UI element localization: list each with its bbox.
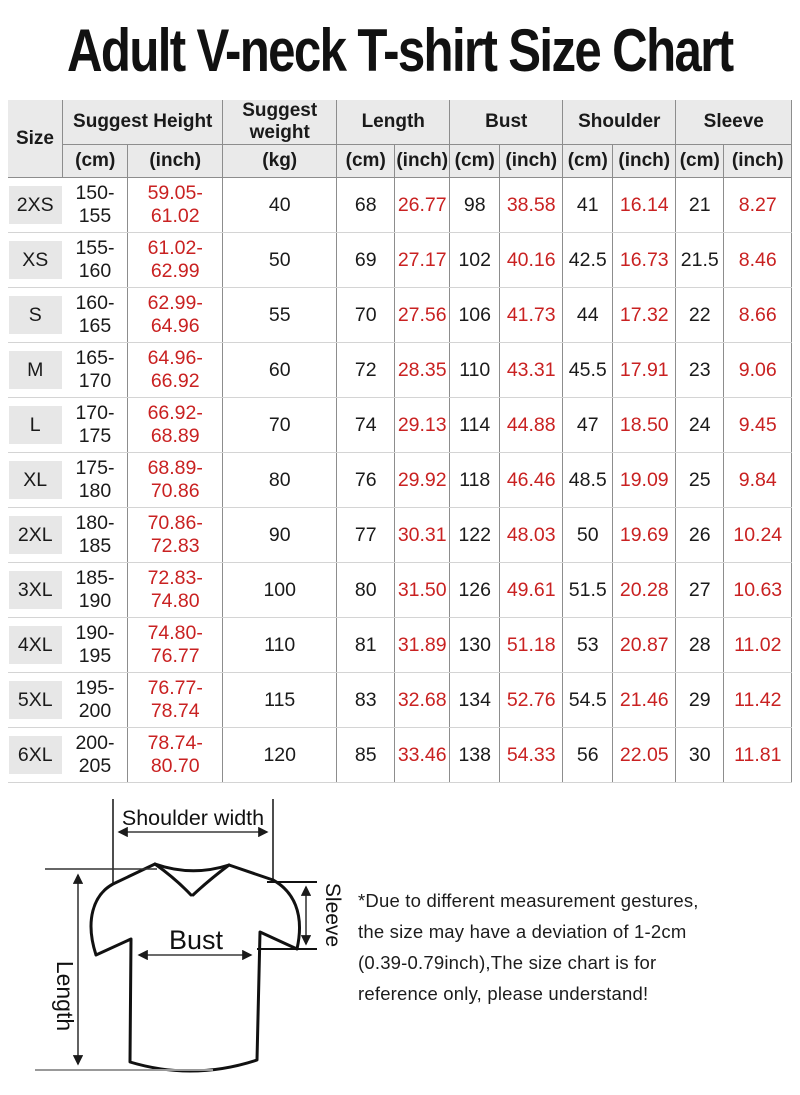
- size-label: XL: [9, 461, 62, 499]
- cell-length-cm: 74: [337, 398, 395, 453]
- cell-sleeve-inch: 8.46: [724, 233, 792, 288]
- cell-length-cm: 81: [337, 618, 395, 673]
- cell-shoulder-cm: 42.5: [563, 233, 613, 288]
- cell-sleeve-cm: 28: [676, 618, 724, 673]
- unit-bust-cm: (cm): [450, 145, 500, 178]
- page-title: Adult V-neck T-shirt Size Chart: [67, 16, 733, 84]
- cell-height-inch: 66.92-68.89: [128, 398, 223, 453]
- cell-length-inch: 27.17: [395, 233, 450, 288]
- note-line: *Due to different measurement gestures,: [358, 890, 699, 911]
- cell-length-inch: 29.13: [395, 398, 450, 453]
- cell-shoulder-cm: 44: [563, 288, 613, 343]
- cell-bust-cm: 110: [450, 343, 500, 398]
- cell-weight-kg: 115: [223, 673, 337, 728]
- cell-length-cm: 77: [337, 508, 395, 563]
- cell-sleeve-cm: 23: [676, 343, 724, 398]
- cell-sleeve-inch: 9.45: [724, 398, 792, 453]
- cell-shoulder-cm: 47: [563, 398, 613, 453]
- cell-sleeve-cm: 21: [676, 178, 724, 233]
- cell-bust-cm: 138: [450, 728, 500, 783]
- col-header-size: Size: [8, 100, 63, 178]
- cell-bust-inch: 41.73: [500, 288, 563, 343]
- cell-shoulder-inch: 21.46: [613, 673, 676, 728]
- cell-height-cm: 175-180: [63, 453, 128, 508]
- cell-bust-inch: 52.76: [500, 673, 563, 728]
- cell-weight-kg: 90: [223, 508, 337, 563]
- cell-sleeve-inch: 10.63: [724, 563, 792, 618]
- cell-size: [8, 453, 63, 508]
- col-header-length: Length: [337, 100, 450, 145]
- cell-bust-inch: 40.16: [500, 233, 563, 288]
- table-row: [8, 233, 792, 288]
- cell-length-cm: 85: [337, 728, 395, 783]
- cell-length-inch: 32.68: [395, 673, 450, 728]
- cell-sleeve-cm: 27: [676, 563, 724, 618]
- cell-sleeve-inch: 10.24: [724, 508, 792, 563]
- cell-shoulder-cm: 51.5: [563, 563, 613, 618]
- unit-height-inch: (inch): [128, 145, 223, 178]
- cell-shoulder-cm: 54.5: [563, 673, 613, 728]
- cell-height-inch: 74.80-76.77: [128, 618, 223, 673]
- cell-length-cm: 80: [337, 563, 395, 618]
- unit-shoulder-inch: (inch): [613, 145, 676, 178]
- length-label: Length: [52, 960, 78, 1032]
- cell-shoulder-cm: 45.5: [563, 343, 613, 398]
- note-line: the size may have a deviation of 1-2cm: [358, 921, 687, 942]
- cell-height-inch: 68.89-70.86: [128, 453, 223, 508]
- cell-shoulder-inch: 20.87: [613, 618, 676, 673]
- unit-length-cm: (cm): [337, 145, 395, 178]
- cell-size: [8, 618, 63, 673]
- cell-size: [8, 233, 63, 288]
- cell-shoulder-cm: 48.5: [563, 453, 613, 508]
- cell-length-inch: 31.50: [395, 563, 450, 618]
- cell-length-cm: 76: [337, 453, 395, 508]
- cell-bust-cm: 102: [450, 233, 500, 288]
- cell-sleeve-inch: 9.06: [724, 343, 792, 398]
- table-row: [8, 673, 792, 728]
- cell-bust-inch: 43.31: [500, 343, 563, 398]
- cell-bust-cm: 130: [450, 618, 500, 673]
- cell-shoulder-inch: 17.32: [613, 288, 676, 343]
- cell-weight-kg: 100: [223, 563, 337, 618]
- cell-shoulder-inch: 18.50: [613, 398, 676, 453]
- unit-bust-inch: (inch): [500, 145, 563, 178]
- cell-size: [8, 343, 63, 398]
- cell-shoulder-cm: 53: [563, 618, 613, 673]
- cell-sleeve-inch: 9.84: [724, 453, 792, 508]
- unit-sleeve-inch: (inch): [724, 145, 792, 178]
- cell-size: [8, 563, 63, 618]
- header-unit-row: [8, 145, 792, 178]
- cell-bust-cm: 122: [450, 508, 500, 563]
- cell-bust-inch: 49.61: [500, 563, 563, 618]
- unit-sleeve-cm: (cm): [676, 145, 724, 178]
- table-row: [8, 728, 792, 783]
- cell-shoulder-cm: 41: [563, 178, 613, 233]
- size-label: S: [9, 296, 62, 334]
- cell-sleeve-cm: 21.5: [676, 233, 724, 288]
- cell-sleeve-cm: 29: [676, 673, 724, 728]
- tshirt-outline: [91, 864, 299, 1071]
- size-label: 5XL: [9, 681, 62, 719]
- table-row: [8, 288, 792, 343]
- table-header: [8, 100, 792, 178]
- cell-length-inch: 30.31: [395, 508, 450, 563]
- cell-size: [8, 728, 63, 783]
- size-label: 2XL: [9, 516, 62, 554]
- cell-weight-kg: 50: [223, 233, 337, 288]
- cell-sleeve-cm: 26: [676, 508, 724, 563]
- cell-height-inch: 59.05-61.02: [128, 178, 223, 233]
- cell-length-inch: 26.77: [395, 178, 450, 233]
- cell-length-inch: 29.92: [395, 453, 450, 508]
- cell-weight-kg: 110: [223, 618, 337, 673]
- cell-sleeve-cm: 30: [676, 728, 724, 783]
- cell-weight-kg: 40: [223, 178, 337, 233]
- cell-sleeve-inch: 11.02: [724, 618, 792, 673]
- cell-bust-inch: 38.58: [500, 178, 563, 233]
- cell-length-inch: 27.56: [395, 288, 450, 343]
- cell-size: [8, 178, 63, 233]
- cell-weight-kg: 55: [223, 288, 337, 343]
- bust-label: Bust: [168, 925, 224, 955]
- cell-size: [8, 508, 63, 563]
- cell-height-inch: 76.77-78.74: [128, 673, 223, 728]
- measurement-diagram: [0, 783, 800, 1095]
- header-group-row: [8, 100, 792, 145]
- cell-sleeve-inch: 11.42: [724, 673, 792, 728]
- col-header-suggest-height: Suggest Height: [63, 100, 223, 145]
- cell-length-cm: 69: [337, 233, 395, 288]
- cell-sleeve-cm: 22: [676, 288, 724, 343]
- cell-shoulder-inch: 16.73: [613, 233, 676, 288]
- cell-bust-inch: 48.03: [500, 508, 563, 563]
- cell-sleeve-cm: 25: [676, 453, 724, 508]
- cell-height-inch: 72.83-74.80: [128, 563, 223, 618]
- cell-shoulder-inch: 19.69: [613, 508, 676, 563]
- cell-weight-kg: 120: [223, 728, 337, 783]
- cell-height-inch: 64.96-66.92: [128, 343, 223, 398]
- cell-shoulder-inch: 22.05: [613, 728, 676, 783]
- cell-size: [8, 288, 63, 343]
- cell-length-cm: 72: [337, 343, 395, 398]
- cell-height-inch: 62.99-64.96: [128, 288, 223, 343]
- table-row: [8, 618, 792, 673]
- table-row: [8, 508, 792, 563]
- unit-height-cm: (cm): [63, 145, 128, 178]
- col-header-shoulder: Shoulder: [563, 100, 676, 145]
- cell-length-inch: 31.89: [395, 618, 450, 673]
- table-row: [8, 178, 792, 233]
- cell-height-cm: 180-185: [63, 508, 128, 563]
- cell-shoulder-cm: 56: [563, 728, 613, 783]
- table-row: [8, 563, 792, 618]
- note-line: (0.39-0.79inch),The size chart is for: [358, 952, 657, 973]
- table-body: [8, 178, 792, 783]
- cell-shoulder-inch: 19.09: [613, 453, 676, 508]
- cell-height-cm: 160-165: [63, 288, 128, 343]
- shoulder-width-label: Shoulder width: [121, 806, 265, 830]
- cell-height-cm: 155-160: [63, 233, 128, 288]
- cell-height-cm: 165-170: [63, 343, 128, 398]
- col-header-sleeve: Sleeve: [676, 100, 792, 145]
- cell-weight-kg: 70: [223, 398, 337, 453]
- cell-height-cm: 185-190: [63, 563, 128, 618]
- cell-height-inch: 78.74-80.70: [128, 728, 223, 783]
- size-label: 2XS: [9, 186, 62, 224]
- cell-bust-inch: 54.33: [500, 728, 563, 783]
- sleeve-label: Sleeve: [321, 882, 344, 948]
- cell-shoulder-cm: 50: [563, 508, 613, 563]
- size-label: XS: [9, 241, 62, 279]
- cell-bust-inch: 46.46: [500, 453, 563, 508]
- cell-bust-inch: 51.18: [500, 618, 563, 673]
- cell-bust-cm: 118: [450, 453, 500, 508]
- cell-shoulder-inch: 16.14: [613, 178, 676, 233]
- size-label: 6XL: [9, 736, 62, 774]
- unit-weight-kg: (kg): [223, 145, 337, 178]
- cell-weight-kg: 60: [223, 343, 337, 398]
- cell-bust-cm: 114: [450, 398, 500, 453]
- table-row: [8, 398, 792, 453]
- cell-bust-cm: 106: [450, 288, 500, 343]
- size-label: 4XL: [9, 626, 62, 664]
- cell-height-cm: 150-155: [63, 178, 128, 233]
- size-label: L: [9, 406, 62, 444]
- unit-length-inch: (inch): [395, 145, 450, 178]
- cell-length-cm: 68: [337, 178, 395, 233]
- cell-bust-cm: 98: [450, 178, 500, 233]
- table-row: [8, 343, 792, 398]
- cell-size: [8, 673, 63, 728]
- cell-sleeve-inch: 8.66: [724, 288, 792, 343]
- cell-length-cm: 83: [337, 673, 395, 728]
- cell-length-inch: 28.35: [395, 343, 450, 398]
- cell-height-inch: 61.02-62.99: [128, 233, 223, 288]
- size-chart-table: [8, 100, 793, 783]
- cell-height-cm: 200-205: [63, 728, 128, 783]
- cell-height-cm: 190-195: [63, 618, 128, 673]
- size-label: 3XL: [9, 571, 62, 609]
- cell-shoulder-inch: 20.28: [613, 563, 676, 618]
- unit-shoulder-cm: (cm): [563, 145, 613, 178]
- col-header-bust: Bust: [450, 100, 563, 145]
- cell-sleeve-inch: 8.27: [724, 178, 792, 233]
- size-label: M: [9, 351, 62, 389]
- cell-bust-inch: 44.88: [500, 398, 563, 453]
- cell-sleeve-cm: 24: [676, 398, 724, 453]
- measurement-note: [358, 885, 790, 1009]
- cell-height-inch: 70.86-72.83: [128, 508, 223, 563]
- table-row: [8, 453, 792, 508]
- col-header-suggest-weight: Suggest weight: [223, 100, 337, 145]
- title-bar: [0, 0, 800, 100]
- cell-size: [8, 398, 63, 453]
- cell-bust-cm: 126: [450, 563, 500, 618]
- note-line: reference only, please understand!: [358, 983, 649, 1004]
- cell-length-cm: 70: [337, 288, 395, 343]
- cell-length-inch: 33.46: [395, 728, 450, 783]
- cell-shoulder-inch: 17.91: [613, 343, 676, 398]
- cell-height-cm: 170-175: [63, 398, 128, 453]
- cell-height-cm: 195-200: [63, 673, 128, 728]
- cell-sleeve-inch: 11.81: [724, 728, 792, 783]
- cell-weight-kg: 80: [223, 453, 337, 508]
- cell-bust-cm: 134: [450, 673, 500, 728]
